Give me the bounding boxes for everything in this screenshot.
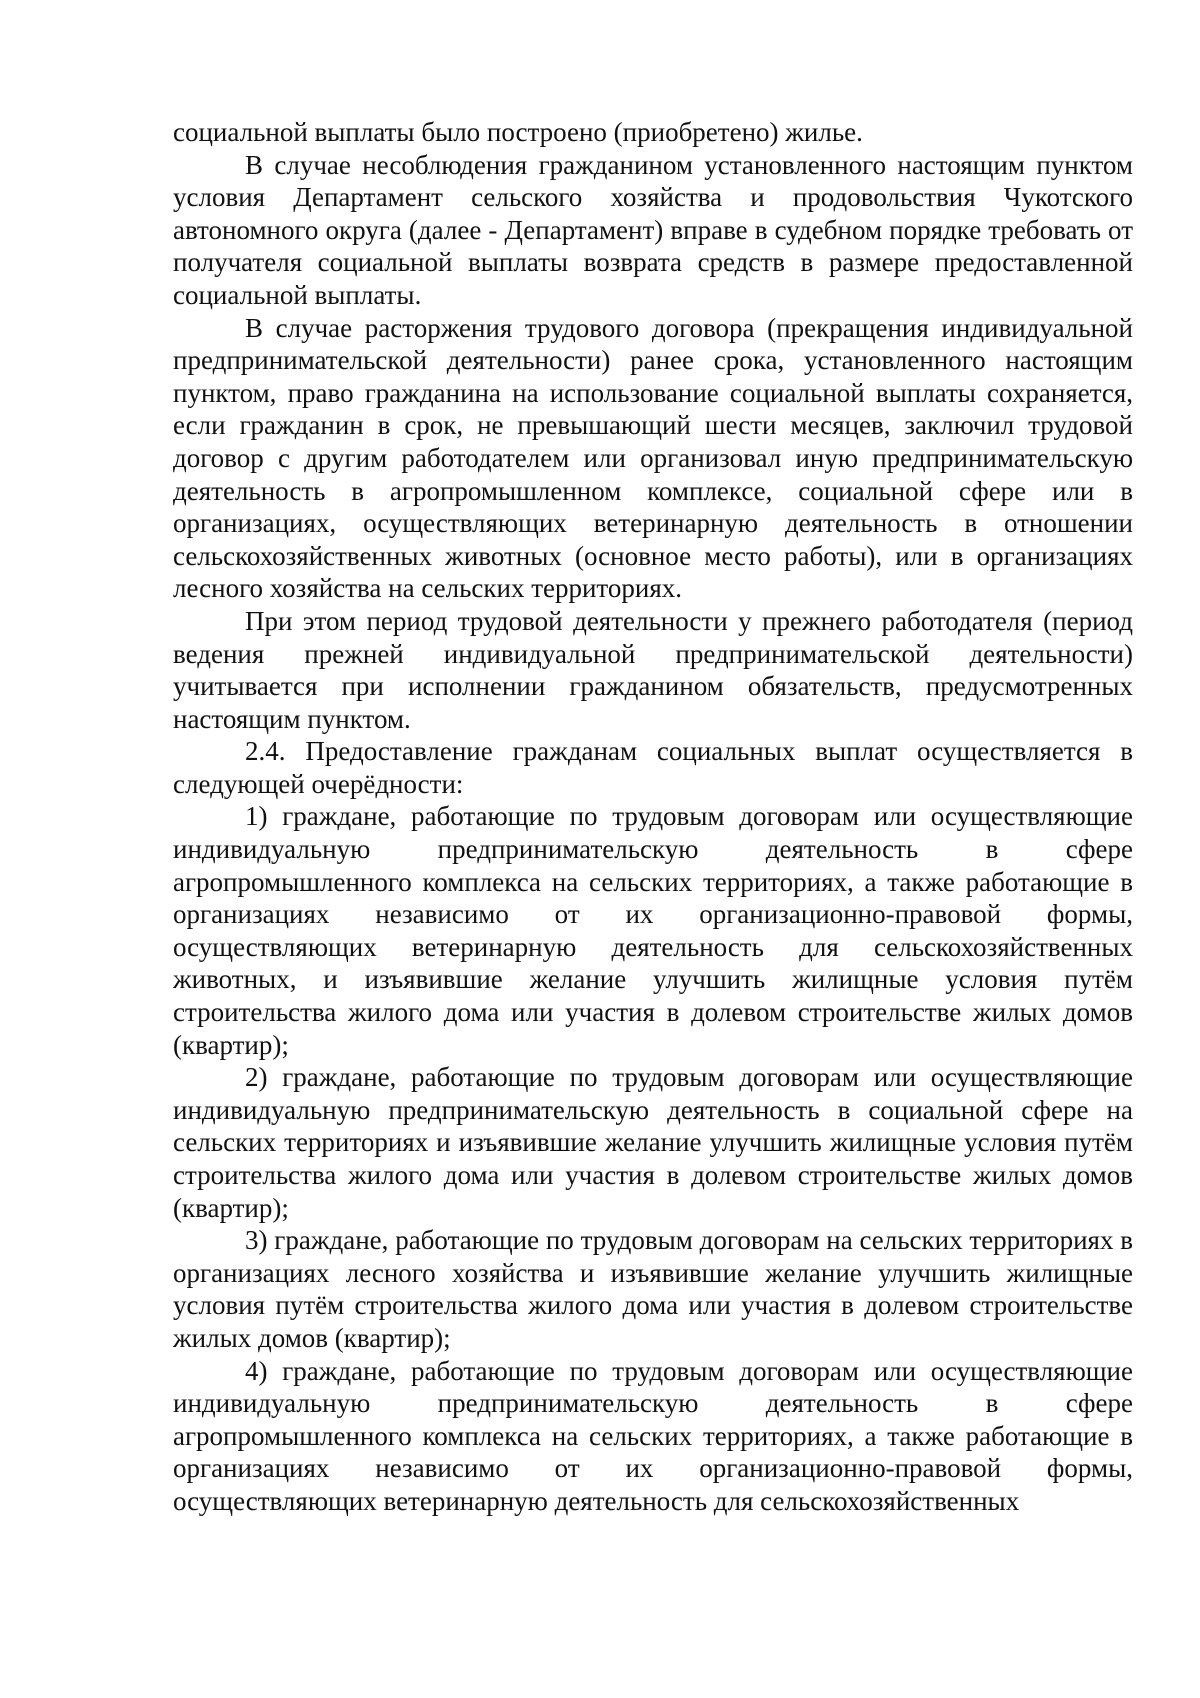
list-item-4: 4) граждане, работающие по трудовым договорам или осуществляющие индивидуальную предпринимательскую деятельность в сфере агропромышленного комплекса на сельских территориях, а также работающие в организациях независимо от их организационно-правовой формы, осуществляющих ветеринарную деятельность для сельскохозяйственных [173,1355,1133,1516]
paragraph-clause-2-4: 2.4. Предоставление гражданам социальных выплат осуществляется в следующей очерёдности: [173,736,1133,799]
paragraph-continuation: социальной выплаты было построено (приобретено) жилье. [173,117,863,147]
paragraph-contract-termination: В случае расторжения трудового договора (прекращения индивидуальной предпринимательской деятельности) ранее срока, установленного настоящим пунктом, право гражданина на использование социальной выплаты сохраняется, если гражданин в срок, не превышающий шести месяцев, заключил трудовой договор с другим работодателем или организовал иную предпринимательскую деятельность в агропромышленном комплексе, социальной сфере или в организациях, осуществляющих ветеринарную деятельность в отношении сельскохозяйственных животных (основное место работы), или в организациях лесного хозяйства на сельских территориях. [173,312,1133,604]
paragraph-noncompliance: В случае несоблюдения гражданином установленного настоящим пунктом условия Департамент сельского хозяйства и продовольствия Чукотского автономного округа (далее - Департамент) вправе в судебном порядке требовать от получателя социальной выплаты возврата средств в размере предоставленной социальной выплаты. [173,149,1133,310]
document-body [173,116,1133,1518]
list-item-2: 2) граждане, работающие по трудовым договорам или осуществляющие индивидуальную предпринимательскую деятельность в социальной сфере на сельских территориях и изъявившие желание улучшить жилищные условия путём строительства жилого дома или участия в долевом строительстве жилых домов (квартир); [173,1062,1133,1223]
list-item-3: 3) граждане, работающие по трудовым договорам на сельских территориях в организациях лесного хозяйства и изъявившие желание улучшить жилищные условия путём строительства жилого дома или участия в долевом строительстве жилых домов (квартир); [173,1225,1133,1353]
list-item-1: 1) граждане, работающие по трудовым договорам или осуществляющие индивидуальную предпринимательскую деятельность в сфере агропромышленного комплекса на сельских территориях, а также работающие в организациях независимо от их организационно-правовой формы, осуществляющих ветеринарную деятельность для сельскохозяйственных животных, и изъявившие желание улучшить жилищные условия путём строительства жилого дома или участия в долевом строительстве жилых домов (квартир); [173,801,1133,1060]
paragraph-prior-period: При этом период трудовой деятельности у прежнего работодателя (период ведения прежней индивидуальной предпринимательской деятельности) учитывается при исполнении гражданином обязательств, предусмотренных настоящим пунктом. [173,605,1133,734]
